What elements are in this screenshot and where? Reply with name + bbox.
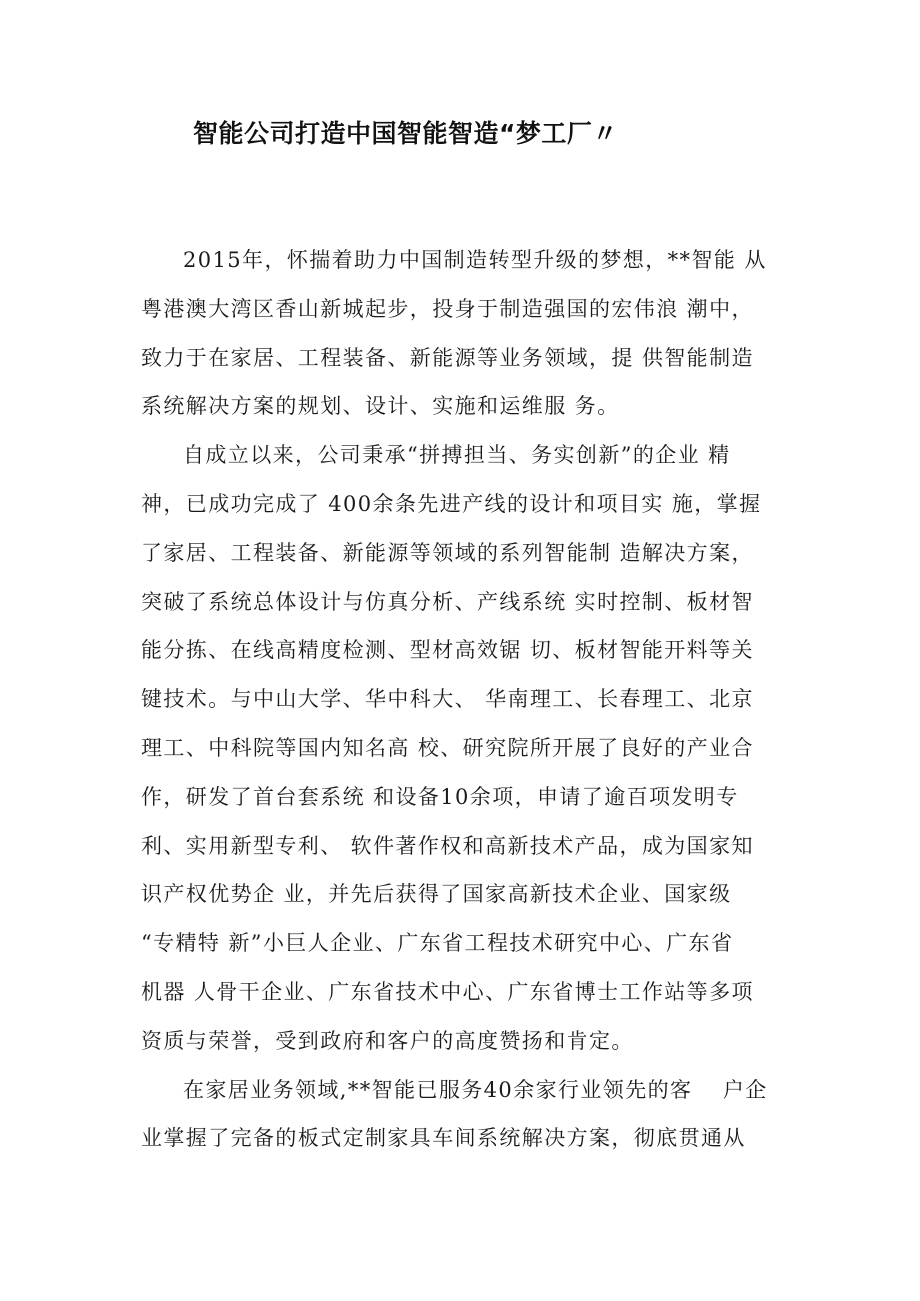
text-line: “专精特 新”小巨人企业、广东省工程技术研究中心、广东省 bbox=[141, 931, 734, 956]
text-line: 系统解决方案的规划、设计、实施和运维服 务。 bbox=[141, 394, 620, 419]
text-line: 利、实用新型专利、 软件著作权和高新技术产品，成为国家知 bbox=[141, 833, 754, 858]
text-line: 在家居业务领域,**智能已服务40余家行业领先的客 户企 bbox=[183, 1077, 768, 1102]
text-line: 理工、中科院等国内知名高 校、研究院所开展了良好的产业合 bbox=[141, 735, 754, 760]
document-title: 智能公司打造中国智能智造“梦工厂〃 bbox=[193, 119, 618, 148]
text-line: 神，已成功完成了 400余条先进产线的设计和项目实 施，掌握 bbox=[141, 491, 762, 516]
text-line: 2015年，怀揣着助力中国制造转型升级的梦想，**智能 从 bbox=[183, 248, 767, 272]
text-line: 识产权优势企 业，并先后获得了国家高新技术企业、国家级 bbox=[141, 882, 732, 907]
text-line: 能分拣、在线高精度检测、型材高效锯 切、板材智能开料等关 bbox=[141, 638, 754, 663]
text-line: 致力于在家居、工程装备、新能源等业务领域，提 供智能制造 bbox=[141, 345, 754, 370]
text-line: 作，研发了首台套系统 和设备10余项，申请了逾百项发明专 bbox=[141, 784, 739, 809]
text-line: 自成立以来，公司秉承“拼搏担当、务实创新”的企业 精 bbox=[183, 443, 731, 468]
text-line: 资质与荣誉，受到政府和客户的高度赞扬和肯定。 bbox=[141, 1028, 634, 1053]
text-line: 突破了系统总体设计与仿真分析、产线系统 实时控制、板材智 bbox=[141, 589, 754, 614]
text-line: 粤港澳大湾区香山新城起步，投身于制造强国的宏伟浪 潮中， bbox=[141, 296, 754, 321]
text-line: 机器 人骨干企业、广东省技术中心、广东省博士工作站等多项 bbox=[141, 979, 754, 1004]
text-line: 了家居、工程装备、新能源等领域的系列智能制 造解决方案， bbox=[141, 540, 754, 565]
document-body bbox=[141, 236, 781, 1163]
text-line: 业掌握了完备的板式定制家具车间系统解决方案，彻底贯通从 bbox=[141, 1126, 746, 1151]
text-line: 键技术。与中山大学、华中科大、 华南理工、长春理工、北京 bbox=[141, 687, 754, 712]
